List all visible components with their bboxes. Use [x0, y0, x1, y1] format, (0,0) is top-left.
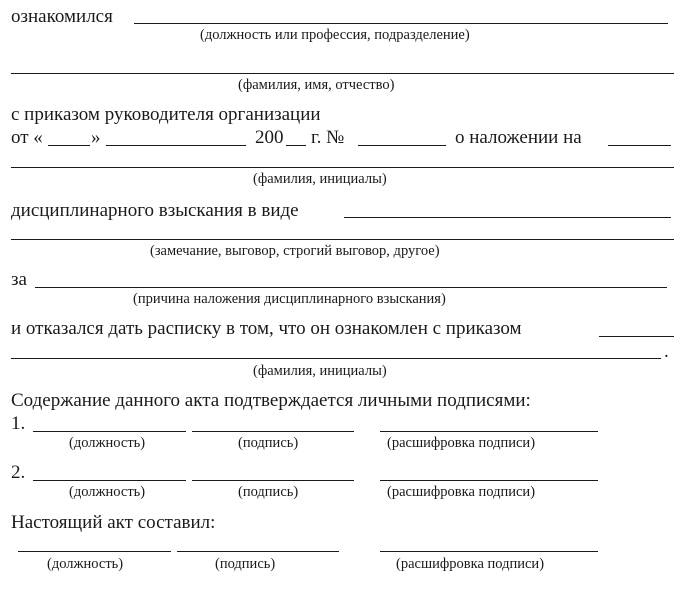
penalty-blank-line[interactable] — [344, 217, 671, 218]
sig1-decode-line[interactable] — [380, 431, 598, 432]
year-blank-line[interactable] — [286, 145, 306, 146]
sig1-signature-line[interactable] — [192, 431, 354, 432]
sig2-signature-line[interactable] — [192, 480, 354, 481]
sig2-caption-job: (должность) — [69, 484, 146, 500]
composed-by-text: Настоящий акт составил: — [11, 512, 216, 533]
initials-blank-line-2[interactable] — [11, 358, 661, 359]
refused-blank-line[interactable] — [599, 336, 674, 337]
initials-blank-line-1[interactable] — [11, 167, 674, 168]
caption-penalty-types: (замечание, выговор, строгий выговор, другое) — [150, 243, 440, 259]
sig1-job-line[interactable] — [33, 431, 186, 432]
refused-text: и отказался дать расписку в том, что он ознакомлен с приказом — [11, 318, 522, 339]
composer-caption-decode: (расшифровка подписи) — [396, 556, 545, 572]
sig1-caption-job: (должность) — [69, 435, 146, 451]
imposition-blank-line[interactable] — [608, 145, 671, 146]
composer-signature-line[interactable] — [177, 551, 339, 552]
composer-job-line[interactable] — [18, 551, 171, 552]
sig1-caption-signature: (подпись) — [238, 435, 299, 451]
caption-initials-1: (фамилия, инициалы) — [253, 171, 387, 187]
signature-2-number: 2. — [11, 462, 26, 483]
confirmation-text: Содержание данного акта подтверждается личными подписями: — [11, 390, 531, 411]
caption-position: (должность или профессия, подразделение) — [200, 27, 470, 43]
penalty-type-blank-line[interactable] — [11, 239, 674, 240]
order-text: с приказом руководителя организации — [11, 104, 321, 125]
signature-1-number: 1. — [11, 413, 26, 434]
caption-fullname: (фамилия, имя, отчество) — [238, 77, 395, 93]
position-blank-line[interactable] — [134, 23, 668, 24]
sig2-caption-decode: (расшифровка подписи) — [387, 484, 536, 500]
date-from-label: от « — [11, 127, 43, 148]
sig1-caption-decode: (расшифровка подписи) — [387, 435, 536, 451]
period-mark: . — [664, 341, 669, 362]
month-blank-line[interactable] — [106, 145, 246, 146]
caption-initials-2: (фамилия, инициалы) — [253, 363, 387, 379]
sig2-job-line[interactable] — [33, 480, 186, 481]
composer-decode-line[interactable] — [380, 551, 598, 552]
reason-blank-line[interactable] — [35, 287, 667, 288]
imposition-label: о наложении на — [455, 127, 582, 148]
penalty-label: дисциплинарного взыскания в виде — [11, 200, 299, 221]
year-prefix: 200 — [255, 127, 284, 148]
acquainted-label: ознакомился — [11, 6, 113, 27]
reason-label: за — [11, 269, 27, 290]
day-blank-line[interactable] — [48, 145, 90, 146]
order-number-label: г. № — [311, 127, 345, 148]
composer-caption-signature: (подпись) — [215, 556, 276, 572]
fullname-blank-line[interactable] — [11, 73, 674, 74]
caption-reason: (причина наложения дисциплинарного взыскания) — [133, 291, 446, 307]
order-number-blank-line[interactable] — [358, 145, 446, 146]
date-quote-close: » — [91, 127, 101, 148]
sig2-caption-signature: (подпись) — [238, 484, 299, 500]
sig2-decode-line[interactable] — [380, 480, 598, 481]
composer-caption-job: (должность) — [47, 556, 124, 572]
